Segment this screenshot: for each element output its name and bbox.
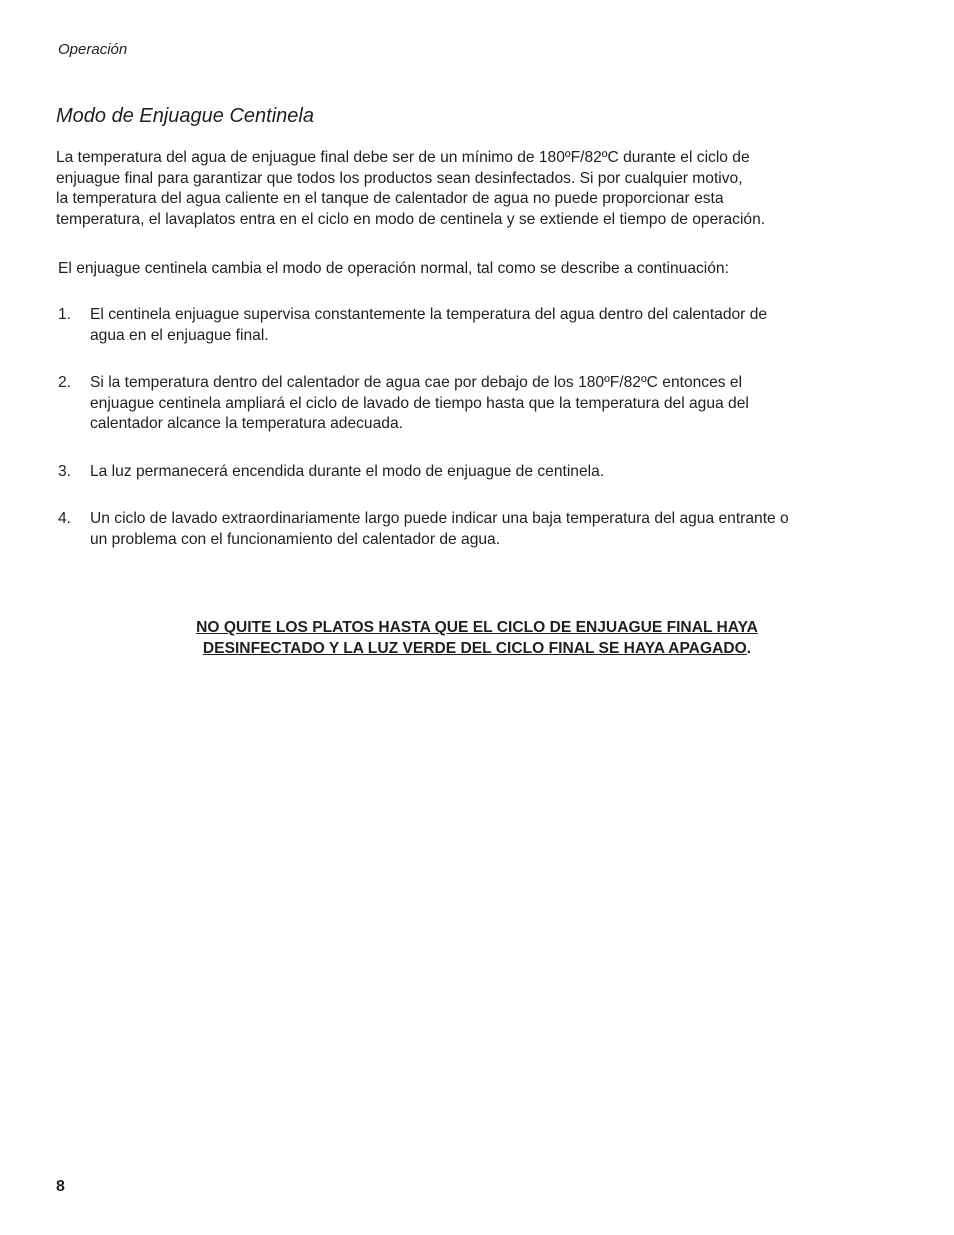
step-number: 2. [58,374,72,391]
intro-line: La temperatura del agua de enjuague final debe ser de un mínimo de 180ºF/82ºC durante el ciclo de [56,149,750,166]
warning-line [0,618,954,639]
step-number: 3. [58,463,72,480]
step-number: 4. [58,510,72,527]
step-text [90,305,888,346]
step-line: Un ciclo de lavado extraordinariamente largo puede indicar una baja temperatura del agua entrante o [90,510,789,527]
step-number: 1. [58,306,72,323]
step-line: El centinela enjuague supervisa constantemente la temperatura del agua dentro del calentador de [90,306,768,323]
intro-line: la temperatura del agua caliente en el tanque de calentador de agua no puede proporcionar esta [56,190,724,208]
warning-period: . [746,639,752,657]
step-line: calentador alcance la temperatura adecuada. [90,415,403,433]
step-line: enjuague centinela ampliará el ciclo de lavado de tiempo hasta que la temperatura del agua del [90,394,749,412]
warning-text: NO QUITE LOS PLATOS HASTA QUE EL CICLO DE ENJUAGUE FINAL HAYA [196,619,758,636]
step-line: Si la temperatura dentro del calentador de agua cae por debajo de los 180ºF/82ºC entonces el [90,374,743,391]
running-header-section: Operación [58,41,128,58]
intro-paragraph [56,148,876,231]
intro-line: enjuague final para garantizar que todos los productos sean desinfectados. Si por cualquier motivo, [56,169,743,187]
step-line: agua en el enjuague final. [90,326,269,344]
lead-paragraph: El enjuague centinela cambia el modo de operación normal, tal como se describe a continuación: [58,260,729,277]
step-text [90,373,888,435]
step-item [58,373,888,435]
warning-line [0,639,954,660]
step-item [58,305,888,346]
step-item [58,509,888,550]
step-text [90,509,888,550]
warning-text: DESINFECTADO Y LA LUZ VERDE DEL CICLO FINAL SE HAYA APAGADO [202,639,747,657]
warning-notice [0,618,954,659]
intro-line: temperatura, el lavaplatos entra en el ciclo en modo de centinela y se extiende el tiempo de operación. [56,211,766,229]
step-line: un problema con el funcionamiento del calentador de agua. [90,530,501,548]
step-line: La luz permanecerá encendida durante el modo de enjuague de centinela. [90,463,605,480]
step-text [90,462,888,483]
section-title: Modo de Enjuague Centinela [56,105,314,127]
step-item [58,462,888,483]
page-number: 8 [56,1178,65,1195]
